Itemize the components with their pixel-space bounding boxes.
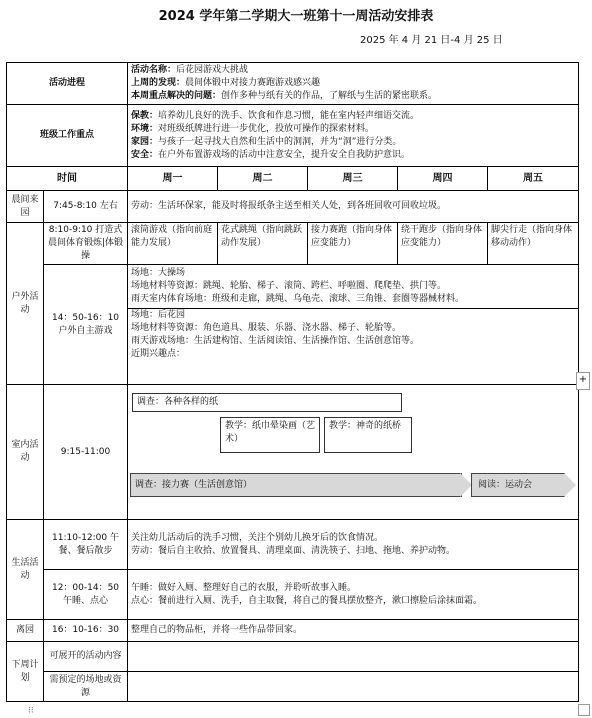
indoor-label: 室内活动 <box>7 385 44 520</box>
focus-item: 保教：培养幼儿良好的洗手、饮食和作息习惯，能在室内轻声细语交流。 <box>131 110 420 121</box>
outdoor-label: 户外活动 <box>7 223 44 385</box>
header-day: 周二 <box>218 167 308 191</box>
next-week-row2-content[interactable] <box>128 672 579 702</box>
indoor-time: 9:15-11:00 <box>44 385 128 520</box>
outdoor-interest: 近期兴趣点： <box>131 349 186 359</box>
outdoor-daily-tue: 花式跳绳（指向跳跃动作发展） <box>218 223 308 265</box>
arrow-right-icon <box>564 473 576 497</box>
header-time: 时间 <box>7 167 128 191</box>
leave-content: 整理自己的物品柜，并将一些作品带回家。 <box>128 620 579 642</box>
outdoor-materials1: 场地材料等资源：跳绳、轮胎、梯子、滚筒、跨栏、呼啦圈、爬爬垫、拱门等。 <box>131 281 447 291</box>
next-week-label: 下周计划 <box>7 642 44 702</box>
indoor-teach1-box: 教学：纸巾晕染画（艺术） <box>220 417 320 453</box>
schedule-table <box>6 62 579 702</box>
date-range: 2025 年 4 月 21 日-4 月 25 日 <box>360 35 503 46</box>
outdoor-slot2-time: 14：50-16：10 户外自主游戏 <box>44 265 128 385</box>
outdoor-rain2: 雨天游戏场地：生活建构馆、生活阅读馆、生活操作馆、生活创意馆等。 <box>131 336 420 346</box>
outdoor-daily-mon: 滚筒游戏（指向前庭能力发展） <box>128 223 218 265</box>
activity-name-value: 后花园游戏大挑战 <box>176 65 249 75</box>
indoor-read-arrow <box>471 473 575 497</box>
add-icon[interactable]: + <box>576 372 590 390</box>
leave-label: 离园 <box>7 620 44 642</box>
activity-progress-label: 活动进程 <box>7 63 128 105</box>
outdoor-slot1-time: 8:10-9:10 打造式晨间体育锻炼|体锻操 <box>44 223 128 265</box>
outdoor-details <box>128 265 579 385</box>
activity-name-label: 活动名称： <box>131 65 177 75</box>
focus-item: 安全：在户外布置游戏场的活动中注意安全，提升安全自我防护意识。 <box>131 149 411 160</box>
morning-label: 晨间来园 <box>7 191 44 223</box>
header-day: 周五 <box>488 167 579 191</box>
resize-handle-icon[interactable] <box>578 704 590 716</box>
life-slot2-time: 12：00-14：50 午睡、点心 <box>44 570 128 620</box>
indoor-survey-box: 调查：各种各样的纸 <box>132 393 402 412</box>
life-slot2-a: 午睡：做好入厕、整理好自己的衣服，并聆听故事入睡。 <box>131 582 357 593</box>
focus-item: 环境：对班级纸牌进行进一步优化，投放可操作的探索材料。 <box>131 123 375 134</box>
indoor-relay-bar: 调查：接力赛（生活创意馆） <box>130 473 462 497</box>
header-day: 周四 <box>398 167 488 191</box>
problem-label: 本周重点解决的问题： <box>131 91 222 101</box>
outdoor-materials2: 场地材料等资源：角色道具、服装、乐器、浇水器、梯子、轮胎等。 <box>131 323 402 333</box>
life-slot1-content <box>128 520 579 570</box>
outdoor-venue1: 场地：大操场 <box>131 268 186 278</box>
outdoor-daily-wed: 接力赛跑（指向身体应变能力） <box>308 223 398 265</box>
next-week-row1-content[interactable] <box>128 642 579 672</box>
life-slot1-b: 劳动：餐后自主收拾、放置餐具、清理桌面、清洗筷子、扫地、拖地、养护动物。 <box>131 545 456 556</box>
header-day: 周一 <box>128 167 218 191</box>
focus-item: 家园：与孩子一起寻找大自然和生活中的洞洞，并为“洞”进行分类。 <box>131 136 402 147</box>
page-title: 2024 学年第二学期大一班第十一周活动安排表 <box>158 9 434 24</box>
outdoor-daily-fri: 脚尖行走（指向身体移动动作） <box>488 223 579 265</box>
last-week-value: 晨间体锻中对接力赛跑游戏感兴趣 <box>185 78 321 88</box>
life-slot1-time: 11:10-12:00 午餐、餐后散步 <box>44 520 128 570</box>
activity-progress-content <box>128 63 579 105</box>
leave-time: 16：10-16：30 <box>44 620 128 642</box>
life-slot2-b: 点心：餐前进行入厕、洗手，自主取餐，将自己的餐具摆放整齐，漱口擦脸后涂抹面霜。 <box>131 595 483 606</box>
life-slot2-content <box>128 570 579 620</box>
life-slot1-a: 关注幼儿活动后的洗手习惯，关注个别幼儿换牙后的饮食情况。 <box>131 532 384 543</box>
move-handle-icon[interactable]: ⁝⁝ <box>28 706 34 716</box>
outdoor-rain1: 雨天室内体育场地：班级和走廊，跳绳、乌龟壳、滚球、三角锥、套圈等器械材料。 <box>128 293 578 309</box>
class-focus-label: 班级工作重点 <box>7 105 128 167</box>
life-label: 生活活动 <box>7 520 44 620</box>
indoor-relay-arrow <box>130 473 470 497</box>
indoor-teach2-box: 教学：神奇的纸桥 <box>324 417 412 453</box>
morning-time: 7:45-8:10 左右 <box>44 191 128 223</box>
outdoor-venue2: 场地：后花园 <box>131 310 186 320</box>
morning-content: 劳动：生活环保家，能及时将报纸条主送至相关人处，到各班回收可回收垃圾。 <box>128 191 579 223</box>
class-focus-content <box>128 105 579 167</box>
header-day: 周三 <box>308 167 398 191</box>
next-week-row1: 可展开的活动内容 <box>44 642 128 672</box>
indoor-read-bar: 阅读：运动会 <box>471 473 565 497</box>
next-week-row2: 需预定的场地或资源 <box>44 672 128 702</box>
problem-value: 创作多种与纸有关的作品，了解纸与生活的紧密联系。 <box>221 91 438 101</box>
indoor-content <box>128 385 579 520</box>
last-week-label: 上周的发现： <box>131 78 186 88</box>
outdoor-daily-thu: 绕干跑步（指向身体应变能力） <box>398 223 488 265</box>
